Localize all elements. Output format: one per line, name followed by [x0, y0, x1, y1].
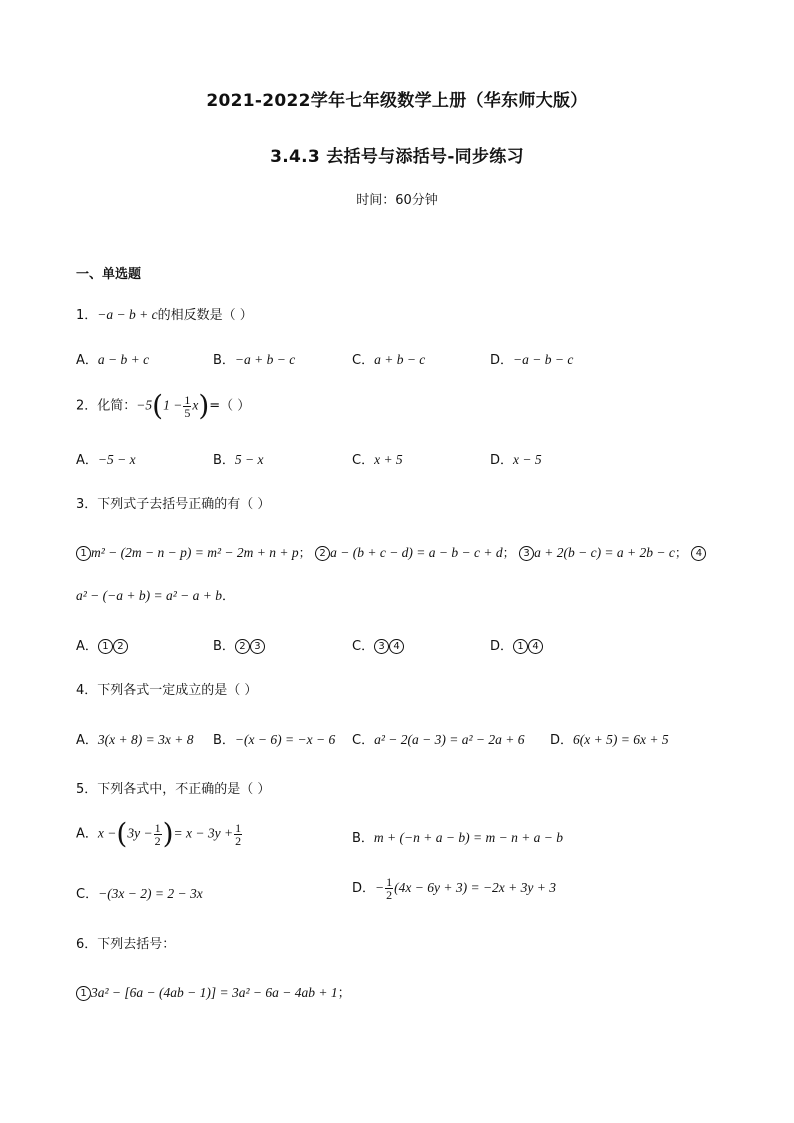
option-label: B． — [213, 453, 235, 468]
option-text: a + b − c — [374, 352, 426, 367]
option-label: A． — [76, 353, 98, 368]
fraction — [183, 394, 191, 419]
option-label: A． — [76, 639, 98, 654]
circled-number: 3 — [374, 639, 389, 654]
left-paren: ( — [116, 817, 128, 850]
q3-option-d[interactable] — [490, 635, 543, 654]
q2-option-b[interactable] — [213, 449, 264, 468]
circled-number: 1 — [513, 639, 528, 654]
option-label: C． — [352, 639, 375, 654]
question-5-stem: 5．下列各式中，不正确的是（ ） — [76, 782, 271, 797]
option-text: 5 − x — [234, 452, 264, 467]
numerator: 1 — [386, 875, 393, 889]
circled-number: 4 — [528, 639, 543, 654]
circled-number: 1 — [76, 986, 91, 1001]
question-4-stem: 4．下列各式一定成立的是（ ） — [76, 683, 258, 698]
question-1 — [76, 304, 253, 323]
q1-option-b[interactable] — [213, 349, 295, 368]
q2-option-a[interactable] — [76, 449, 136, 468]
expr-part: − — [375, 880, 385, 895]
statement-2: a − (b + c − d) = a − b − c + d — [330, 545, 503, 560]
expr-part: = x − 3y + — [173, 825, 234, 841]
option-text: 6(x + 5) = 6x + 5 — [573, 732, 669, 747]
time-limit: 时间：60分钟 — [356, 193, 438, 208]
numerator: 1 — [235, 820, 242, 835]
q1-option-a[interactable] — [76, 349, 149, 368]
option-text: −a − b − c — [513, 352, 574, 367]
separator: ； — [298, 545, 312, 560]
statement-4: a² − (−a + b) = a² − a + b — [76, 588, 222, 603]
q4-option-a[interactable] — [76, 729, 193, 748]
option-text: −a + b − c — [234, 352, 296, 367]
q5-option-b[interactable] — [352, 827, 563, 846]
q3-option-b[interactable] — [213, 635, 265, 654]
option-label: D． — [352, 881, 376, 896]
question-suffix: 的相反数是（ ） — [157, 308, 253, 323]
circled-number: 2 — [315, 546, 330, 561]
circled-number: 2 — [235, 639, 250, 654]
inner-term: 1 − — [163, 397, 183, 413]
circled-number: 3 — [519, 546, 534, 561]
question-expression: −a − b + c — [97, 307, 158, 322]
denominator: 5 — [184, 405, 191, 420]
separator: ； — [502, 545, 516, 560]
question-3-stem: 3．下列式子去括号正确的有（ ） — [76, 497, 271, 512]
option-label: B． — [213, 639, 235, 654]
option-label: A． — [76, 733, 98, 748]
question-number: 1． — [76, 308, 98, 323]
question-6-statement-1 — [76, 982, 351, 1001]
option-text: m + (−n + a − b) = m − n + a − b — [373, 830, 564, 845]
question-number: 2．化简： — [76, 398, 137, 414]
option-text: (4x − 6y + 3) = −2x + 3y + 3 — [394, 880, 557, 895]
option-label: B． — [352, 831, 374, 846]
option-label: D． — [550, 733, 574, 748]
circled-number: 2 — [113, 639, 128, 654]
option-text: −(3x − 2) = 2 − 3x — [98, 886, 203, 901]
fraction — [385, 876, 393, 901]
q4-option-b[interactable] — [213, 729, 335, 748]
option-label: C． — [352, 733, 375, 748]
left-paren: ( — [152, 389, 164, 422]
option-text: −5 − x — [97, 452, 136, 467]
option-text: a² − 2(a − 3) = a² − 2a + 6 — [374, 732, 525, 747]
denominator: 2 — [154, 833, 161, 848]
worksheet-title: 2021-2022学年七年级数学上册（华东师大版） — [206, 91, 588, 111]
denominator: 2 — [235, 833, 242, 848]
option-text: x − 5 — [513, 452, 542, 467]
statement-1: m² − (2m − n − p) = m² − 2m + n + p — [91, 545, 299, 560]
q5-option-d[interactable] — [352, 876, 556, 901]
option-text: −(x − 6) = −x − 6 — [234, 732, 336, 747]
q3-option-c[interactable] — [352, 635, 404, 654]
denominator: 2 — [386, 888, 393, 902]
option-text: a − b + c — [97, 352, 150, 367]
option-label: C． — [76, 887, 99, 902]
circled-number: 3 — [250, 639, 265, 654]
q4-option-c[interactable] — [352, 729, 524, 748]
circled-number: 1 — [98, 639, 113, 654]
question-6-stem: 6．下列去括号： — [76, 937, 176, 952]
numerator: 1 — [184, 392, 191, 407]
expr-part: x − — [97, 825, 117, 841]
statement-1: 3a² − [6a − (4ab − 1)] = 3a² − 6a − 4ab + 1 — [91, 985, 338, 1000]
circled-number: 4 — [691, 546, 706, 561]
option-label: C． — [352, 453, 375, 468]
option-label: D． — [490, 453, 514, 468]
question-3-statements — [76, 543, 706, 561]
fraction — [154, 822, 162, 847]
worksheet-subtitle: 3.4.3 去括号与添括号-同步练习 — [270, 147, 524, 167]
option-label: A． — [76, 826, 98, 842]
q2-option-d[interactable] — [490, 449, 542, 468]
question-3-statement-4 — [76, 585, 235, 604]
numerator: 1 — [154, 820, 161, 835]
q3-option-a[interactable] — [76, 635, 128, 654]
q5-option-a[interactable] — [76, 817, 243, 850]
q1-option-d[interactable] — [490, 349, 573, 368]
circled-number: 1 — [76, 546, 91, 561]
option-label: B． — [213, 353, 235, 368]
option-label: D． — [490, 353, 514, 368]
q1-option-c[interactable] — [352, 349, 425, 368]
q4-option-d[interactable] — [550, 729, 669, 748]
option-text: x + 5 — [374, 452, 403, 467]
circled-number: 4 — [389, 639, 404, 654]
period: ． — [222, 589, 236, 604]
option-label: D． — [490, 639, 514, 654]
separator: ； — [337, 986, 351, 1001]
option-text: 3(x + 8) = 3x + 8 — [97, 732, 194, 747]
variable: x — [192, 397, 199, 413]
expr-part: 3y − — [127, 825, 153, 841]
q2-option-c[interactable] — [352, 449, 403, 468]
statement-3: a + 2(b − c) = a + 2b − c — [534, 545, 675, 560]
option-label: B． — [213, 733, 235, 748]
section-heading: 一、单选题 — [76, 267, 142, 282]
q5-option-c[interactable] — [76, 883, 203, 902]
fraction — [234, 822, 242, 847]
separator: ； — [674, 545, 688, 560]
question-suffix: =（ ） — [209, 398, 251, 414]
right-paren: ) — [198, 389, 210, 422]
option-label: C． — [352, 353, 375, 368]
right-paren: ) — [162, 817, 174, 850]
coefficient: −5 — [136, 397, 153, 413]
option-label: A． — [76, 453, 98, 468]
question-2 — [76, 389, 251, 422]
